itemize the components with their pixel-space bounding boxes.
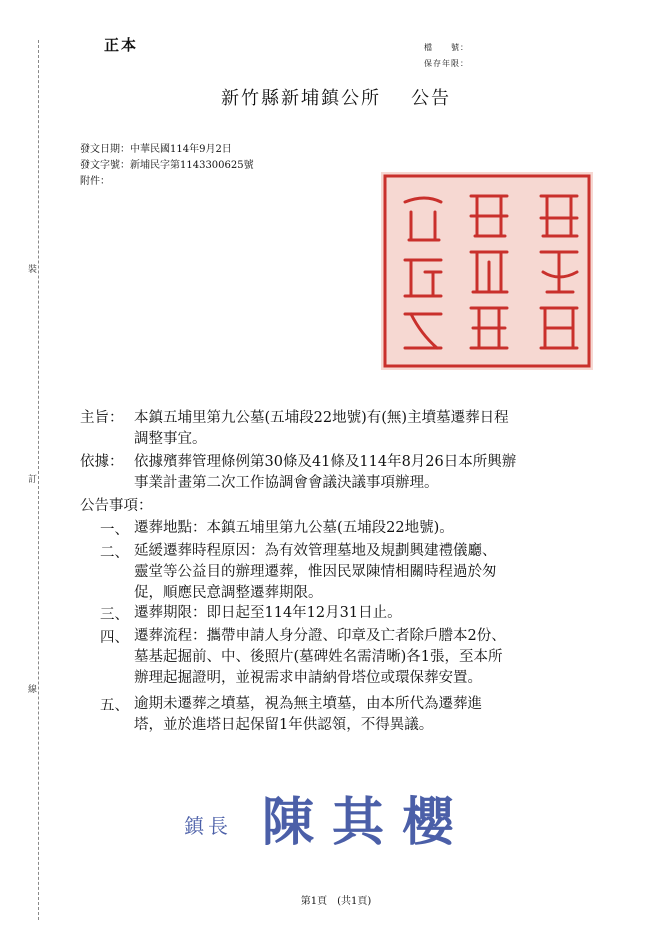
notice-item-line: 延緩遷葬時程原因：為有效管理墓地及規劃興建禮儀廳、 bbox=[134, 543, 497, 559]
copy-mark: 正本 bbox=[104, 36, 139, 54]
notice-item-line: 靈堂等公益目的辦理遷葬，惟因民眾陳情相關時程過於匆 bbox=[134, 564, 497, 580]
basis-line: 依據殯葬管理條例第30條及41條及114年8月26日本所興辦 bbox=[134, 454, 517, 470]
notice-item-line: 墓基起掘前、中、後照片(墓碑姓名需清晰)各1張，至本所 bbox=[134, 649, 503, 665]
notice-item-number: 一、 bbox=[100, 522, 129, 538]
mayor-signature: 陳其櫻 bbox=[262, 792, 473, 853]
seal-graphic bbox=[381, 172, 593, 370]
notice-item-line: 遷葬期限：即日起至114年12月31日止。 bbox=[134, 605, 402, 621]
notice-item-line: 辦理起掘證明，並視需求申請納骨塔位或環保葬安置。 bbox=[134, 670, 482, 686]
notice-item-number: 二、 bbox=[100, 545, 129, 561]
binding-line bbox=[38, 40, 39, 920]
notice-item-line: 遷葬地點：本鎮五埔里第九公墓(五埔段22地號)。 bbox=[134, 520, 454, 536]
notice-item-line: 逾期未遷葬之墳墓，視為無主墳墓，由本所代為遷葬進 bbox=[134, 696, 482, 712]
notice-item-line: 塔，並於進塔日起保留1年供認領，不得異議。 bbox=[134, 717, 434, 733]
document-number: 發文字號：新埔民字第1143300625號 bbox=[80, 160, 254, 171]
basis-line: 事業計畫第二次工作協調會會議決議事項辦理。 bbox=[134, 475, 439, 491]
attachment: 附件： bbox=[80, 176, 110, 187]
notice-item-line: 促，順應民意調整遷葬期限。 bbox=[134, 585, 323, 601]
subject-label: 主旨： bbox=[80, 410, 124, 426]
notice-item-number: 三、 bbox=[100, 607, 129, 623]
subject-line: 本鎮五埔里第九公墓(五埔段22地號)有(無)主墳墓遷葬日程 bbox=[134, 410, 509, 426]
retention-label: 保存年限： bbox=[424, 59, 469, 68]
issue-date: 發文日期：中華民國114年9月2日 bbox=[80, 144, 232, 155]
page-number: 第1頁 (共1頁) bbox=[300, 896, 372, 907]
page-title bbox=[0, 84, 672, 110]
file-number-label: 檔 號： bbox=[424, 43, 469, 52]
basis-label: 依據： bbox=[80, 454, 124, 470]
subject-line: 調整事宜。 bbox=[134, 431, 207, 447]
notice-item-number: 四、 bbox=[100, 630, 129, 646]
notice-item bbox=[134, 518, 624, 539]
mayor-title: 鎮長 bbox=[184, 814, 232, 838]
binding-mark-bottom: 線 bbox=[28, 685, 38, 695]
notice-item-line: 遷葬流程：攜帶申請人身分證、印章及亡者除戶謄本2份、 bbox=[134, 628, 506, 644]
binding-mark-middle: 訂 bbox=[28, 475, 38, 485]
official-seal bbox=[381, 172, 593, 370]
subject-text bbox=[134, 408, 624, 450]
notice-item bbox=[134, 626, 624, 689]
notice-item bbox=[134, 541, 624, 604]
notice-label: 公告事項： bbox=[80, 498, 153, 514]
notice-item bbox=[134, 694, 624, 736]
notice-item bbox=[134, 603, 624, 624]
binding-mark-top: 裝 bbox=[28, 265, 38, 275]
notice-item-number: 五、 bbox=[100, 698, 129, 714]
issuing-office: 新竹縣新埔鎮公所 bbox=[221, 88, 381, 109]
document-type: 公告 bbox=[411, 88, 451, 109]
basis-text bbox=[134, 452, 624, 494]
